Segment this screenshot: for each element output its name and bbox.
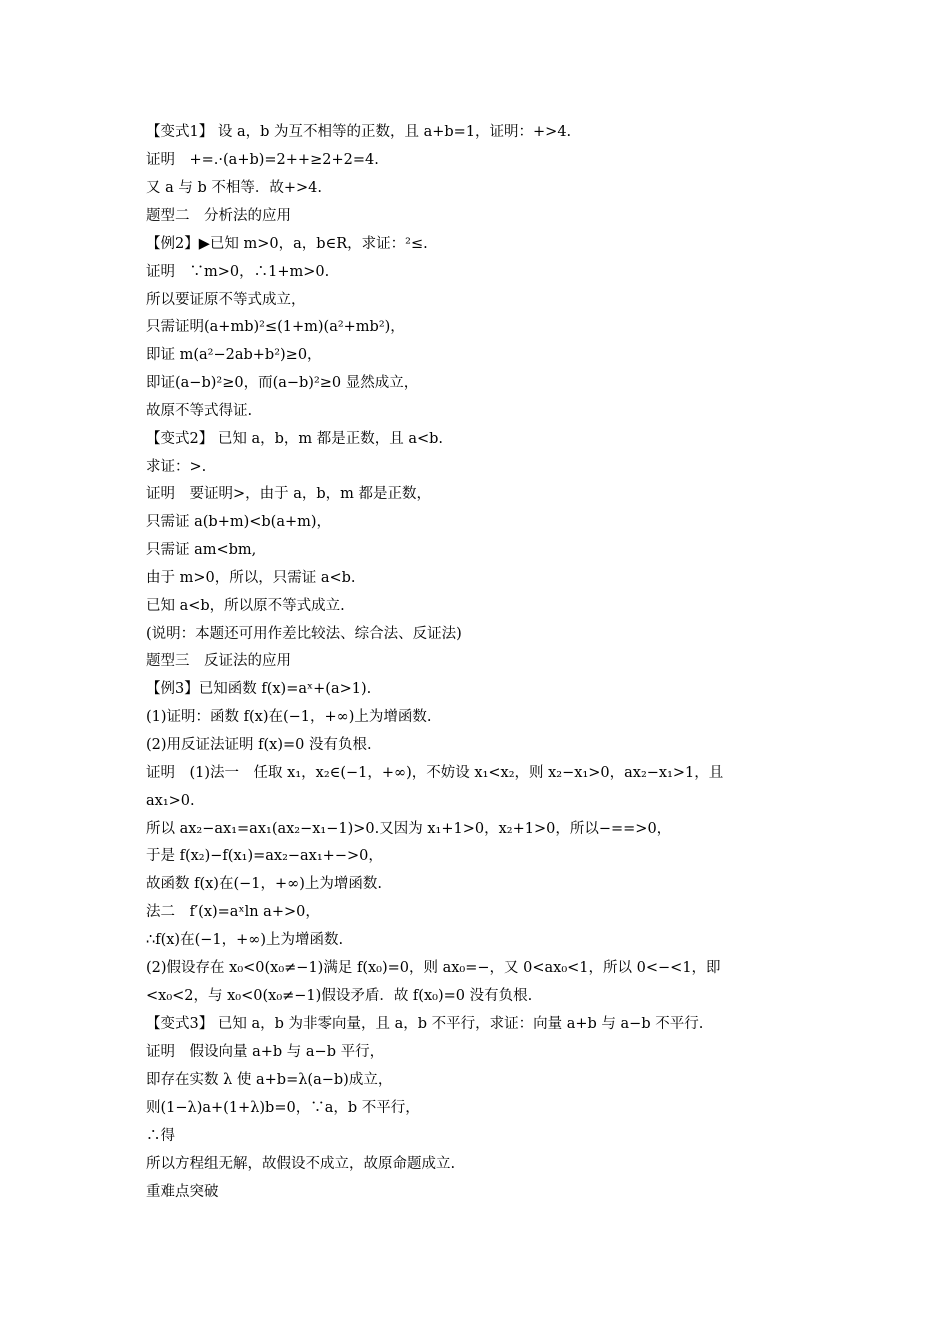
text-line: 证明 (1)法一 任取 x₁，x₂∈(−1，+∞)，不妨设 x₁<x₂，则 x₂−x₁>0，ax₂−x₁>1，且: [146, 765, 724, 781]
text-line: 【例3】已知函数 f(x)=aˣ+(a>1).: [146, 681, 372, 697]
text-line: 即证(a−b)²≥0，而(a−b)²≥0 显然成立，: [146, 375, 419, 391]
text-line: 所以要证原不等式成立，: [146, 292, 306, 308]
text-line: 所以方程组无解，故假设不成立，故原命题成立.: [146, 1156, 456, 1172]
text-line: ax₁>0.: [146, 793, 195, 809]
text-line: ∴得: [146, 1128, 175, 1144]
text-line: ∴f(x)在(−1，+∞)上为增函数.: [146, 932, 344, 948]
text-line: 又 a 与 b 不相等．故+>4.: [146, 180, 322, 196]
text-line: 只需证明(a+mb)²≤(1+m)(a²+mb²)，: [146, 319, 405, 335]
section-heading: 题型三 反证法的应用: [146, 653, 291, 669]
text-line: 即证 m(a²−2ab+b²)≥0，: [146, 347, 322, 363]
text-line: 证明 要证明>，由于 a，b，m 都是正数，: [146, 486, 432, 502]
text-line: 故原不等式得证.: [146, 403, 253, 419]
text-line: 证明 假设向量 a+b 与 a−b 平行，: [146, 1044, 385, 1060]
text-line: (2)假设存在 x₀<0(x₀≠−1)满足 f(x₀)=0，则 ax₀=−，又 0<ax₀<1，所以 0<−<1，即: [146, 960, 721, 976]
text-line: 求证：>.: [146, 459, 207, 475]
section-heading: 重难点突破: [146, 1184, 219, 1200]
text-line: 故函数 f(x)在(−1，+∞)上为增函数.: [146, 876, 382, 892]
text-line: (1)证明：函数 f(x)在(−1，+∞)上为增函数.: [146, 709, 432, 725]
text-line: 只需证 am<bm,: [146, 542, 257, 558]
text-line: 由于 m>0，所以，只需证 a<b.: [146, 570, 356, 586]
text-line: 则(1−λ)a+(1+λ)b=0，∵a，b 不平行，: [146, 1100, 420, 1116]
text-line: 只需证 a(b+m)<b(a+m)，: [146, 514, 332, 530]
text-line: 证明 ∵m>0，∴1+m>0.: [146, 264, 330, 280]
text-line: (2)用反证法证明 f(x)=0 没有负根.: [146, 737, 372, 753]
text-line: 所以 ax₂−ax₁=ax₁(ax₂−x₁−1)>0.又因为 x₁+1>0，x₂+1>0，所以−==>0，: [146, 821, 672, 837]
text-line: 【变式1】 设 a，b 为互不相等的正数，且 a+b=1，证明：+>4.: [146, 124, 572, 140]
text-line: 于是 f(x₂)−f(x₁)=ax₂−ax₁+−>0，: [146, 848, 383, 864]
text-line: 已知 a<b，所以原不等式成立.: [146, 598, 345, 614]
text-line: <x₀<2，与 x₀<0(x₀≠−1)假设矛盾．故 f(x₀)=0 没有负根.: [146, 988, 533, 1004]
text-line: 即存在实数 λ 使 a+b=λ(a−b)成立，: [146, 1072, 393, 1088]
text-line: 【变式2】 已知 a，b，m 都是正数，且 a<b.: [146, 431, 444, 447]
text-line: 【例2】▶已知 m>0，a，b∈R，求证：²≤.: [146, 236, 428, 252]
section-heading: 题型二 分析法的应用: [146, 208, 291, 224]
text-line: (说明：本题还可用作差比较法、综合法、反证法): [146, 626, 462, 642]
text-line: 法二 f′(x)=aˣln a+>0，: [146, 904, 320, 920]
text-line: 【变式3】 已知 a，b 为非零向量，且 a，b 不平行，求证：向量 a+b 与 a−b 不平行.: [146, 1016, 704, 1032]
text-line: 证明 +=.·(a+b)=2++≥2+2=4.: [146, 152, 379, 168]
